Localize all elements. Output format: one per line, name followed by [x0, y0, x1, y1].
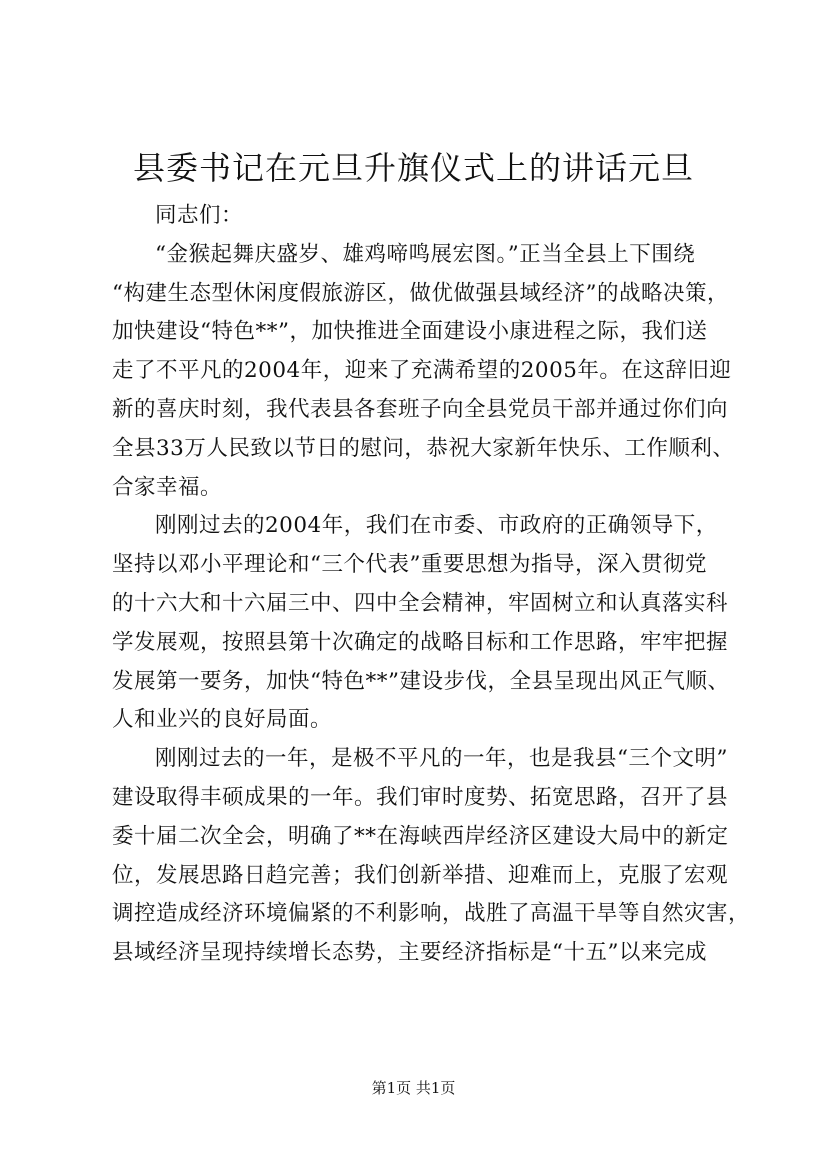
- paragraph-3-line-2: 建设取得丰硕成果的一年。我们审时度势、拓宽思路，召开了县: [112, 784, 729, 810]
- paragraph-2-line-4: 学发展观，按照县第十次确定的战略目标和工作思路，牢牢把握: [112, 629, 729, 655]
- paragraph-3-line-1: 刚刚过去的一年，是极不平凡的一年，也是我县“三个文明”: [155, 746, 728, 772]
- paragraph-1-line-5: 新的喜庆时刻，我代表县各套班子向全县党员干部并通过你们向: [112, 396, 729, 422]
- page-number-footer: 第1页 共1页: [371, 1079, 456, 1097]
- paragraph-2-line-1: 刚刚过去的2004年，我们在市委、市政府的正确领导下，: [155, 513, 718, 539]
- paragraph-2-line-3: 的十六大和十六届三中、四中全会精神，牢固树立和认真落实科: [112, 590, 729, 616]
- paragraph-2-line-6: 人和业兴的良好局面。: [112, 707, 333, 733]
- paragraph-1-line-7: 合家幸福。: [112, 474, 223, 500]
- paragraph-1-line-2: “构建生态型休闲度假旅游区，做优做强县域经济”的战略决策，: [112, 280, 729, 306]
- paragraph-2-line-5: 发展第一要务，加快“特色**”建设步伐，全县呈现出风正气顺、: [112, 668, 730, 694]
- document-title: 县委书记在元旦升旗仪式上的讲话元旦: [132, 149, 694, 187]
- paragraph-1-line-3: 加快建设“特色**”，加快推进全面建设小康进程之际，我们送: [112, 319, 708, 345]
- paragraph-3-line-3: 委十届二次全会，明确了**在海峡西岸经济区建设大局中的新定: [112, 823, 729, 849]
- paragraph-1-line-1: “金猴起舞庆盛岁、雄鸡啼鸣展宏图。”正当全县上下围绕: [155, 241, 696, 267]
- paragraph-3-line-6: 县域经济呈现持续增长态势，主要经济指标是“十五”以来完成: [112, 940, 707, 966]
- paragraph-1-line-4: 走了不平凡的2004年，迎来了充满希望的2005年。在这辞旧迎: [112, 358, 732, 384]
- paragraph-1-line-6: 全县33万人民致以节日的慰问，恭祝大家新年快乐、工作顺利、: [112, 435, 735, 461]
- paragraph-2-line-2: 坚持以邓小平理论和“三个代表”重要思想为指导，深入贯彻党: [112, 552, 707, 578]
- salutation: 同志们：: [155, 203, 244, 228]
- document-body: [112, 197, 751, 973]
- paragraph-3-line-5: 调控造成经济环境偏紧的不利影响，战胜了高温干旱等自然灾害，: [112, 901, 751, 927]
- paragraph-3-line-4: 位，发展思路日趋完善；我们创新举措、迎难而上，克服了宏观: [112, 862, 729, 888]
